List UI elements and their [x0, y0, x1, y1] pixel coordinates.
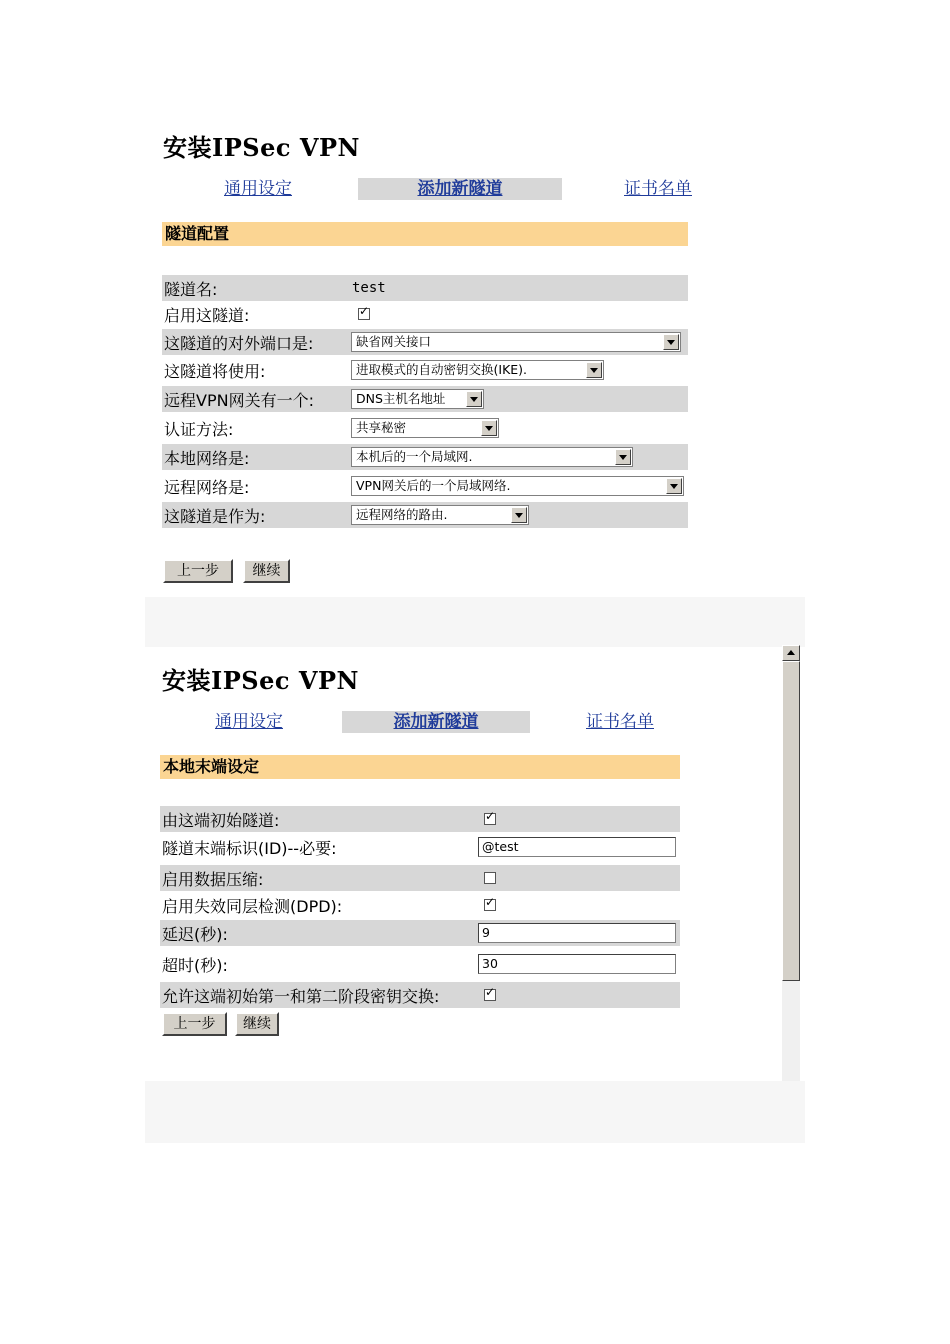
tab-general-link[interactable]: 通用设定 — [224, 179, 292, 199]
endpoint-id-input[interactable]: @test — [478, 837, 676, 857]
remote-network-select[interactable] — [351, 476, 684, 496]
chevron-down-icon[interactable] — [511, 507, 527, 523]
tunnel-role-select[interactable] — [351, 505, 529, 525]
select-value: VPN网关后的一个局域网络. — [356, 478, 511, 493]
scrollbar-thumb[interactable] — [782, 661, 800, 981]
screen-1-bottom-margin — [145, 597, 805, 647]
page-title: 安装IPSec VPN — [163, 133, 360, 162]
scroll-up-arrow-icon[interactable] — [782, 645, 800, 661]
chevron-down-icon[interactable] — [663, 334, 679, 350]
row-label: 启用数据压缩: — [162, 869, 264, 889]
select-value: 本机后的一个局域网. — [356, 449, 473, 464]
back-button[interactable]: 上一步 — [163, 559, 233, 583]
row-enable-tunnel — [162, 301, 688, 327]
remote-gateway-select[interactable] — [351, 389, 484, 409]
local-network-select[interactable] — [351, 447, 633, 467]
row-label: 认证方法: — [164, 419, 234, 439]
row-label: 隧道名: — [164, 279, 218, 299]
continue-button[interactable]: 继续 — [235, 1012, 279, 1036]
row-label: 这隧道将使用: — [164, 361, 266, 381]
row-remote-gateway — [162, 386, 688, 412]
row-label: 这隧道是作为: — [164, 506, 266, 526]
row-remote-network — [162, 473, 688, 499]
row-label: 超时(秒): — [162, 955, 228, 975]
row-tunnel-role — [162, 502, 688, 528]
continue-button[interactable]: 继续 — [243, 559, 290, 583]
row-auth-method — [162, 415, 688, 441]
chevron-down-icon[interactable] — [615, 449, 631, 465]
row-label: 这隧道的对外端口是: — [164, 333, 314, 353]
tab-add-tunnel[interactable] — [358, 178, 562, 200]
auth-method-select[interactable] — [351, 418, 499, 438]
row-timeout — [160, 951, 680, 977]
timeout-input[interactable]: 30 — [478, 954, 676, 974]
tunnel-name-value: test — [352, 280, 386, 296]
tab-general[interactable] — [193, 178, 323, 200]
row-key-exchange — [162, 357, 688, 383]
chevron-down-icon[interactable] — [466, 391, 482, 407]
dpd-checkbox[interactable] — [484, 899, 496, 911]
chevron-down-icon[interactable] — [666, 478, 682, 494]
back-button[interactable]: 上一步 — [162, 1012, 227, 1036]
page-title: 安装IPSec VPN — [162, 666, 359, 695]
external-port-select[interactable] — [351, 332, 681, 352]
row-dpd — [160, 892, 680, 918]
tab-add-tunnel-link[interactable]: 添加新隧道 — [393, 712, 479, 732]
row-compression — [160, 865, 680, 891]
row-phase-key-exchange — [160, 982, 680, 1008]
row-local-network — [162, 444, 688, 470]
row-label: 启用这隧道: — [164, 305, 250, 325]
compression-checkbox[interactable] — [484, 872, 496, 884]
tab-certificates[interactable] — [603, 178, 713, 200]
tab-general[interactable] — [188, 711, 310, 733]
tab-bar — [162, 711, 682, 733]
row-label: 远程网络是: — [164, 477, 250, 497]
tab-add-tunnel[interactable] — [342, 711, 530, 733]
row-label: 隧道末端标识(ID)--必要: — [162, 838, 337, 858]
row-label: 启用失效同层检测(DPD): — [162, 896, 343, 916]
row-label: 允许这端初始第一和第二阶段密钥交换: — [162, 986, 440, 1006]
row-tunnel-name — [162, 275, 688, 301]
enable-tunnel-checkbox[interactable] — [358, 308, 370, 320]
tab-certificates[interactable] — [572, 711, 668, 733]
tab-bar — [163, 178, 703, 200]
chevron-down-icon[interactable] — [481, 420, 497, 436]
screen-2-bottom-margin — [145, 1081, 805, 1143]
row-delay — [160, 920, 680, 946]
initiate-tunnel-checkbox[interactable] — [484, 813, 496, 825]
key-exchange-select[interactable] — [351, 360, 604, 380]
delay-input[interactable]: 9 — [478, 923, 676, 943]
chevron-down-icon[interactable] — [586, 362, 602, 378]
row-label: 远程VPN网关有一个: — [164, 390, 314, 410]
vertical-scrollbar[interactable] — [782, 645, 800, 1081]
select-value: DNS主机名地址 — [356, 391, 446, 406]
tab-certificates-link[interactable]: 证书名单 — [624, 179, 692, 199]
select-value: 远程网络的路由. — [356, 507, 448, 522]
select-value: 缺省网关接口 — [356, 334, 432, 349]
phase-key-exchange-checkbox[interactable] — [484, 989, 496, 1001]
section-local-endpoint: 本地末端设定 — [160, 755, 680, 779]
select-value: 进取模式的自动密钥交换(IKE). — [356, 362, 528, 377]
row-label: 延迟(秒): — [162, 924, 228, 944]
tab-general-link[interactable]: 通用设定 — [215, 712, 283, 732]
row-label: 由这端初始隧道: — [162, 810, 280, 830]
row-external-port — [162, 329, 688, 355]
tab-add-tunnel-link[interactable]: 添加新隧道 — [417, 179, 503, 199]
row-initiate-tunnel — [160, 806, 680, 832]
row-label: 本地网络是: — [164, 448, 250, 468]
row-endpoint-id — [160, 834, 680, 860]
tab-certificates-link[interactable]: 证书名单 — [586, 712, 654, 732]
select-value: 共享秘密 — [356, 420, 407, 435]
section-tunnel-config: 隧道配置 — [162, 222, 688, 246]
